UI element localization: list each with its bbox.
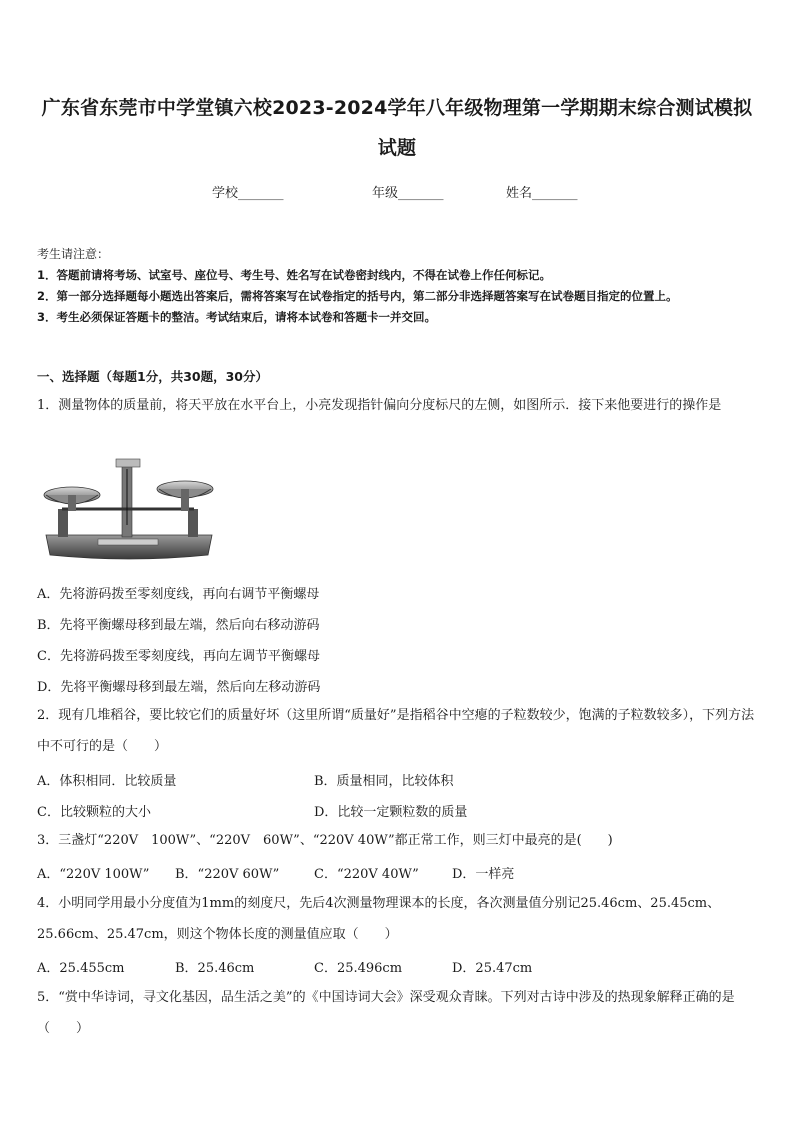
q4-option-d: D．25.47cm <box>452 961 533 976</box>
balance-scale-image <box>40 455 220 567</box>
q1-option-d: D．先将平衡螺母移到最左端，然后向左移动游码 <box>37 680 321 695</box>
q1-option-c: C．先将游码拨至零刻度线，再向左调节平衡螺母 <box>37 649 320 664</box>
q2-option-b: B．质量相同，比较体积 <box>314 774 454 789</box>
q3-option-b: B．“220V 60W” <box>175 867 280 882</box>
question-4-stem: 4．小明同学用最小分度值为1mm的刻度尺，先后4次测量物理课本的长度，各次测量值分别记25.46cm、25.45cm、25.66cm、25.47cm，则这个物体长度的测量值应取（ ） <box>37 896 721 942</box>
question-1-stem: 1．测量物体的质量前，将天平放在水平台上，小亮发现指针偏向分度标尺的左侧，如图所示．接下来他要进行的操作是 <box>37 398 722 413</box>
q1-option-b: B．先将平衡螺母移到最左端，然后向右移动游码 <box>37 618 320 633</box>
notice-item: 2．第一部分选择题每小题选出答案后，需将答案写在试卷指定的括号内，第二部分非选择题答案写在试卷题目指定的位置上。 <box>37 289 678 303</box>
q3-option-c: C．“220V 40W” <box>314 867 419 882</box>
question-5-stem: 5．“赏中华诗词，寻文化基因，品生活之美”的《中国诗词大会》深受观众青睐。下列对古诗中涉及的热现象解释正确的是（ ） <box>37 990 735 1036</box>
notice-heading: 考生请注意： <box>37 247 110 261</box>
notice-item: 1．答题前请将考场、试室号、座位号、考生号、姓名写在试卷密封线内，不得在试卷上作任何标记。 <box>37 268 551 282</box>
q4-option-c: C．25.496cm <box>314 961 403 976</box>
q2-option-d: D．比较一定颗粒数的质量 <box>314 805 468 820</box>
notice-item: 3．考生必须保证答题卡的整洁。考试结束后，请将本试卷和答题卡一并交回。 <box>37 310 436 324</box>
q3-option-a: A．“220V 100W” <box>37 867 150 882</box>
q2-option-c: C．比较颗粒的大小 <box>37 805 151 820</box>
grade-field-label: 年级_______ <box>372 186 444 201</box>
q4-option-b: B．25.46cm <box>175 961 255 976</box>
q4-option-a: A．25.455cm <box>37 961 125 976</box>
page-title: 广东省东莞市中学堂镇六校2023-2024学年八年级物理第一学期期末综合测试模拟试题 <box>41 97 753 159</box>
question-3-stem: 3．三盏灯“220V 100W”、“220V 60W”、“220V 40W”都正常工作，则三灯中最亮的是( ) <box>37 833 613 848</box>
question-2-stem: 2．现有几堆稻谷，要比较它们的质量好坏（这里所谓“质量好”是指稻谷中空瘪的子粒数较少，饱满的子粒数较多），下列方法中不可行的是（ ） <box>37 708 755 754</box>
school-field-label: 学校_______ <box>212 186 284 201</box>
q1-option-a: A．先将游码拨至零刻度线，再向右调节平衡螺母 <box>37 587 320 602</box>
q3-option-d: D．一样亮 <box>452 867 515 882</box>
exam-notice <box>37 244 757 328</box>
name-field-label: 姓名_______ <box>506 186 578 201</box>
section-heading: 一、选择题（每题1分，共30题，30分） <box>37 369 268 384</box>
q2-option-a: A．体积相同．比较质量 <box>37 774 177 789</box>
